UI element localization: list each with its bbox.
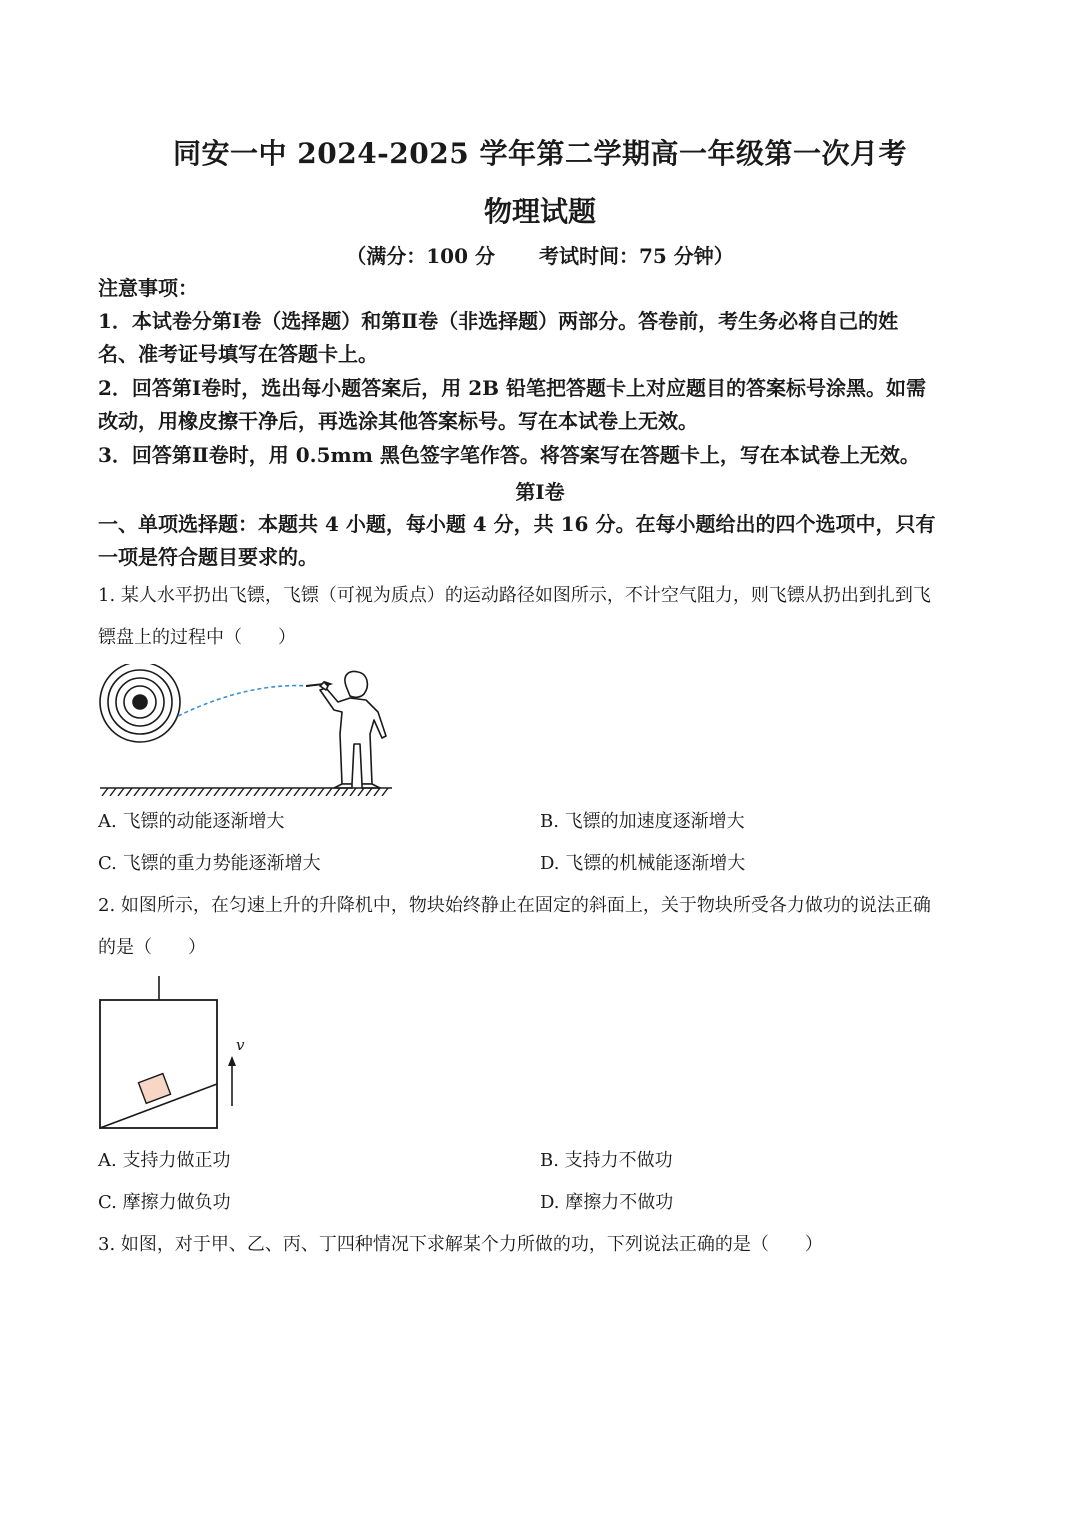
arrow-head-icon [228,1056,236,1066]
question-1-option-d: D. 飞镖的机械能逐渐增大 [540,853,746,874]
notice-item-2-line-2: 改动，用橡皮擦干净后，再选涂其他答案标号。写在本试卷上无效。 [98,409,698,433]
question-2-option-d: D. 摩擦力不做功 [540,1192,674,1213]
notice-item-1-line-2: 名、准考证号填写在答题卡上。 [98,342,378,366]
notice-heading: 注意事项： [98,276,198,300]
question-2-stem-line-2: 的是（ ） [98,937,206,958]
question-1-stem-line-2: 镖盘上的过程中（ ） [98,627,296,648]
question-2-option-a: A. 支持力做正功 [98,1150,231,1171]
notice-item-1-line-1: 1．本试卷分第Ⅰ卷（选择题）和第Ⅱ卷（非选择题）两部分。答卷前，考生务必将自己的姓 [98,309,899,333]
question-2-option-b: B. 支持力不做功 [540,1150,673,1171]
dart-throw-figure [98,664,394,796]
person-icon [320,672,386,788]
elevator-incline-figure [98,974,258,1134]
question-2-option-c: C. 摩擦力做负功 [98,1192,231,1213]
notice-item-3: 3．回答第Ⅱ卷时，用 0.5mm 黑色签字笔作答。将答案写在答题卡上，写在本试卷上无效。 [98,443,920,467]
exam-time: 考试时间：75 分钟） [538,244,734,268]
block-icon [138,1074,170,1104]
exam-title: 同安一中 2024-2025 学年第二学期高一年级第一次月考 [173,137,907,170]
full-score: （满分：100 分 [346,244,495,268]
exam-score-time [0,240,1080,269]
question-2-stem-line-1: 2. 如图所示，在匀速上升的升降机中，物块始终静止在固定的斜面上，关于物块所受各力做功的说法正确 [98,895,931,916]
dartboard-icon [100,664,180,742]
question-1-stem-line-1: 1. 某人水平扔出飞镖，飞镖（可视为质点）的运动路径如图所示，不计空气阻力，则飞镖从扔出到扎到飞 [98,585,931,606]
question-1-option-b: B. 飞镖的加速度逐渐增大 [540,811,745,832]
exam-subject: 物理试题 [483,195,596,228]
notice-item-2-line-1: 2．回答第Ⅰ卷时，选出每小题答案后，用 2B 铅笔把答题卡上对应题目的答案标号涂黑。如需 [98,376,927,400]
velocity-label: v [236,1036,245,1054]
section-instruction-line-1: 一、单项选择题：本题共 4 小题，每小题 4 分，共 16 分。在每小题给出的四个选项中，只有 [98,512,936,536]
elevator-box [100,1000,217,1128]
ground-line [100,788,392,796]
question-1-option-a: A. 飞镖的动能逐渐增大 [98,811,285,832]
section-instruction-line-2: 一项是符合题目要求的。 [98,545,318,569]
section-volume-1: 第Ⅰ卷 [515,480,565,504]
question-3-stem-line-1: 3. 如图，对于甲、乙、丙、丁四种情况下求解某个力所做的功，下列说法正确的是（ ） [98,1234,823,1255]
trajectory-path [178,686,310,716]
question-1-option-c: C. 飞镖的重力势能逐渐增大 [98,853,321,874]
